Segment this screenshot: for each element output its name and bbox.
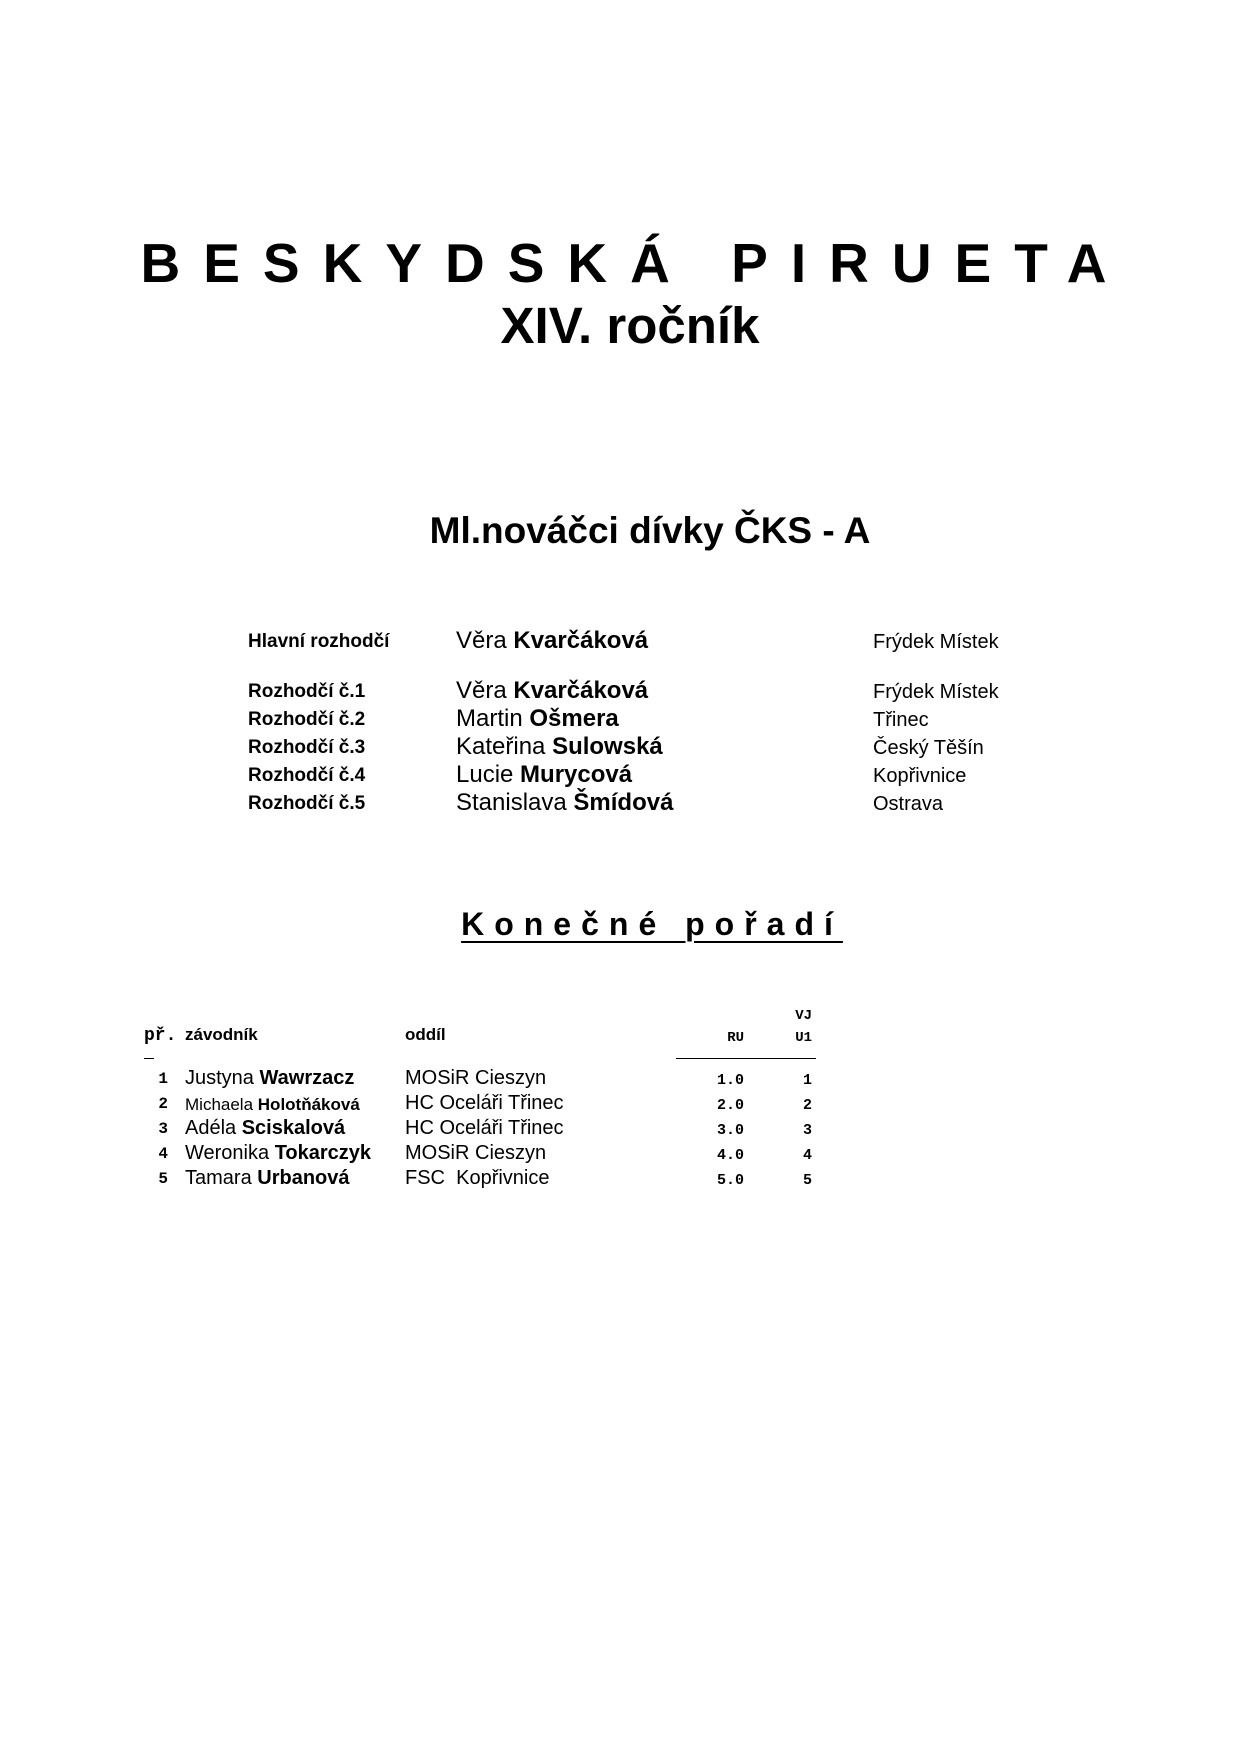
skater-cell: Tamara Urbanová bbox=[185, 1167, 350, 1189]
judge-name: Kateřina Sulowská bbox=[456, 733, 663, 760]
vj-column-header-bottom: U1 bbox=[795, 1030, 812, 1046]
vj-cell: 3 bbox=[802, 1122, 812, 1139]
rank-column-header: př. bbox=[144, 1026, 177, 1046]
referee-role: Hlavní rozhodčí bbox=[248, 631, 390, 652]
rank-cell: 1 bbox=[158, 1070, 168, 1088]
judge-role: Rozhodčí č.3 bbox=[248, 737, 366, 758]
judge-name: Stanislava Šmídová bbox=[456, 789, 674, 816]
ru-cell: 4.0 bbox=[716, 1147, 744, 1164]
club-cell: MOSiR Cieszyn bbox=[405, 1142, 547, 1164]
ru-cell: 2.0 bbox=[716, 1097, 744, 1114]
judge-role: Rozhodčí č.4 bbox=[248, 765, 366, 786]
judge-name: Lucie Murycová bbox=[456, 761, 633, 788]
vj-cell: 1 bbox=[802, 1072, 812, 1089]
judge-city: Český Těšín bbox=[873, 737, 984, 759]
club-cell: HC Oceláři Třinec bbox=[405, 1117, 564, 1139]
rank-cell: 2 bbox=[158, 1095, 168, 1113]
judge-role: Rozhodčí č.5 bbox=[248, 793, 366, 814]
vj-column-header-top: VJ bbox=[795, 1008, 812, 1024]
club-cell: MOSiR Cieszyn bbox=[405, 1067, 547, 1089]
club-column-header: oddíl bbox=[405, 1025, 446, 1044]
document-title: BESKYDSKÁ PIRUETA bbox=[140, 232, 1130, 294]
document-subtitle: XIV. ročník bbox=[500, 297, 760, 354]
rank-cell: 5 bbox=[158, 1170, 168, 1188]
ru-column-header: RU bbox=[727, 1030, 744, 1046]
judge-name: Martin Ošmera bbox=[456, 705, 619, 732]
referee-city: Frýdek Místek bbox=[873, 631, 999, 653]
judge-city: Ostrava bbox=[873, 793, 944, 815]
judge-city: Třinec bbox=[873, 709, 929, 731]
club-cell: FSC Kopřivnice bbox=[405, 1167, 550, 1189]
category-title: Ml.nováčci dívky ČKS - A bbox=[429, 510, 871, 551]
ru-cell: 5.0 bbox=[716, 1172, 744, 1189]
judge-name: Věra Kvarčáková bbox=[456, 677, 649, 704]
header-divider-dash bbox=[144, 1058, 154, 1059]
judge-city: Frýdek Místek bbox=[873, 681, 999, 703]
judge-role: Rozhodčí č.1 bbox=[248, 681, 366, 702]
vj-cell: 2 bbox=[802, 1097, 812, 1114]
header-divider-line bbox=[676, 1058, 816, 1059]
judge-role: Rozhodčí č.2 bbox=[248, 709, 366, 730]
referee-name: Věra Kvarčáková bbox=[456, 627, 649, 654]
skater-cell: Adéla Sciskalová bbox=[185, 1117, 346, 1139]
skater-column-header: závodník bbox=[185, 1025, 258, 1044]
vj-cell: 5 bbox=[802, 1172, 812, 1189]
skater-cell: Justyna Wawrzacz bbox=[185, 1067, 355, 1089]
judge-city: Kopřivnice bbox=[873, 765, 967, 787]
ru-cell: 3.0 bbox=[716, 1122, 744, 1139]
club-cell: HC Oceláři Třinec bbox=[405, 1092, 564, 1114]
rank-cell: 4 bbox=[158, 1145, 168, 1163]
results-heading: Konečné pořadí bbox=[461, 906, 843, 942]
rank-cell: 3 bbox=[158, 1120, 168, 1138]
skater-cell: Michaela Holotňáková bbox=[185, 1095, 360, 1114]
skater-cell: Weronika Tokarczyk bbox=[185, 1142, 372, 1164]
vj-cell: 4 bbox=[802, 1147, 812, 1164]
ru-cell: 1.0 bbox=[716, 1072, 744, 1089]
